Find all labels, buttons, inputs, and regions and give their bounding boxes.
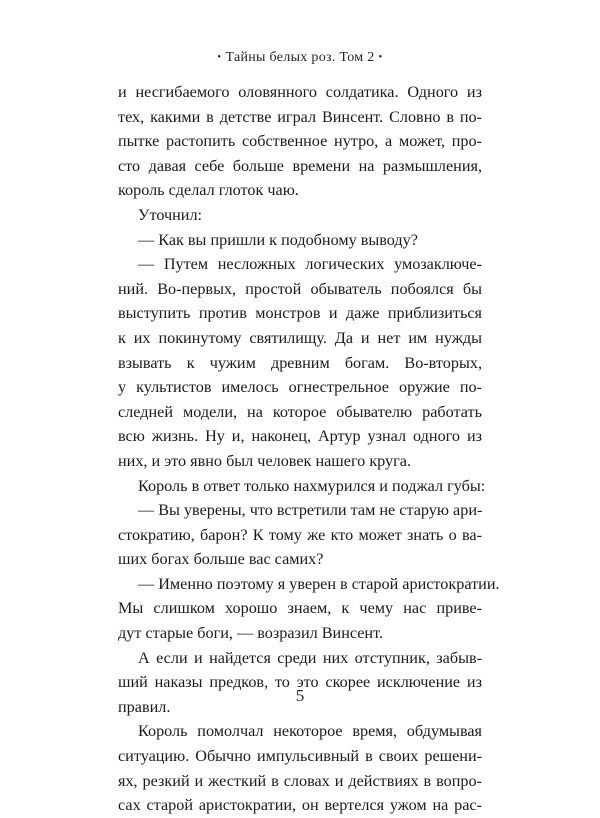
running-header	[0, 50, 600, 66]
text-line: Король помолчал некоторое время, обдумывая	[138, 722, 482, 741]
text-line: Король в ответ только нахмурился и поджал губы:	[138, 476, 486, 495]
text-line: следней модели, на которое обывателю работать	[118, 402, 482, 421]
text-line: сах старой аристократии, он вертелся ужом на рас-	[118, 796, 482, 815]
text-line: Уточнил:	[138, 205, 203, 224]
header-title: Тайны белых роз. Том 2	[225, 50, 375, 65]
text-line: ших богах больше вас самих?	[118, 550, 324, 569]
body-text	[118, 80, 500, 818]
page-number: 5	[295, 686, 305, 705]
text-line: выступить против монстров и даже приблизиться	[118, 304, 482, 323]
text-line: всю жизнь. Ну и, наконец, Артур узнал одного из	[118, 427, 482, 446]
text-line: и несгибаемого оловянного солдатика. Одного из	[118, 83, 482, 101]
text-line: — Путем несложных логических умозаключе-	[138, 255, 482, 274]
text-line: них, и это явно был человек нашего круга.	[118, 451, 412, 470]
text-line: ях, резкий и жесткий в словах и действиях в вопро-	[118, 771, 482, 790]
header-bullet-right: •	[378, 51, 383, 63]
text-line: — Как вы пришли к подобному выводу?	[138, 230, 418, 249]
header-bullet-left: •	[217, 51, 222, 63]
text-line: — Именно поэтому я уверен в старой аристократии.	[138, 574, 500, 593]
text-line: к их покинутому святилищу. Да и нет им нужды	[118, 328, 482, 347]
text-line: тех, какими в детстве играл Винсент. Словно в по-	[118, 107, 482, 126]
text-line: пытке растопить собственное нутро, а может, про-	[118, 132, 482, 151]
text-line: ший наказы предков, то это скорее исключение из	[118, 673, 482, 692]
text-line: Мы слишком хорошо знаем, к чему нас приве-	[118, 599, 482, 618]
text-line: ний. Во-первых, простой обыватель побоялся бы	[118, 279, 482, 298]
text-line: дут старые боги, — возразил Винсент.	[118, 624, 383, 643]
text-line: А если и найдется среди них отступник, забыв-	[138, 648, 482, 667]
text-line: стократию, барон? К тому же кто может знать о ва-	[118, 525, 482, 544]
text-line: правил.	[118, 697, 171, 716]
text-line: у культистов имелось огнестрельное оружие по-	[118, 378, 482, 397]
text-line: король сделал глоток чаю.	[118, 181, 299, 200]
text-line: ситуацию. Обычно импульсивный в своих решени-	[118, 747, 482, 766]
text-line: сто давая себе больше времени на размышления,	[118, 156, 482, 175]
text-line: — Вы уверены, что встретили там не старую ари-	[138, 501, 483, 520]
text-line: взывать к чужим древним богам. Во-вторых,	[118, 353, 482, 372]
